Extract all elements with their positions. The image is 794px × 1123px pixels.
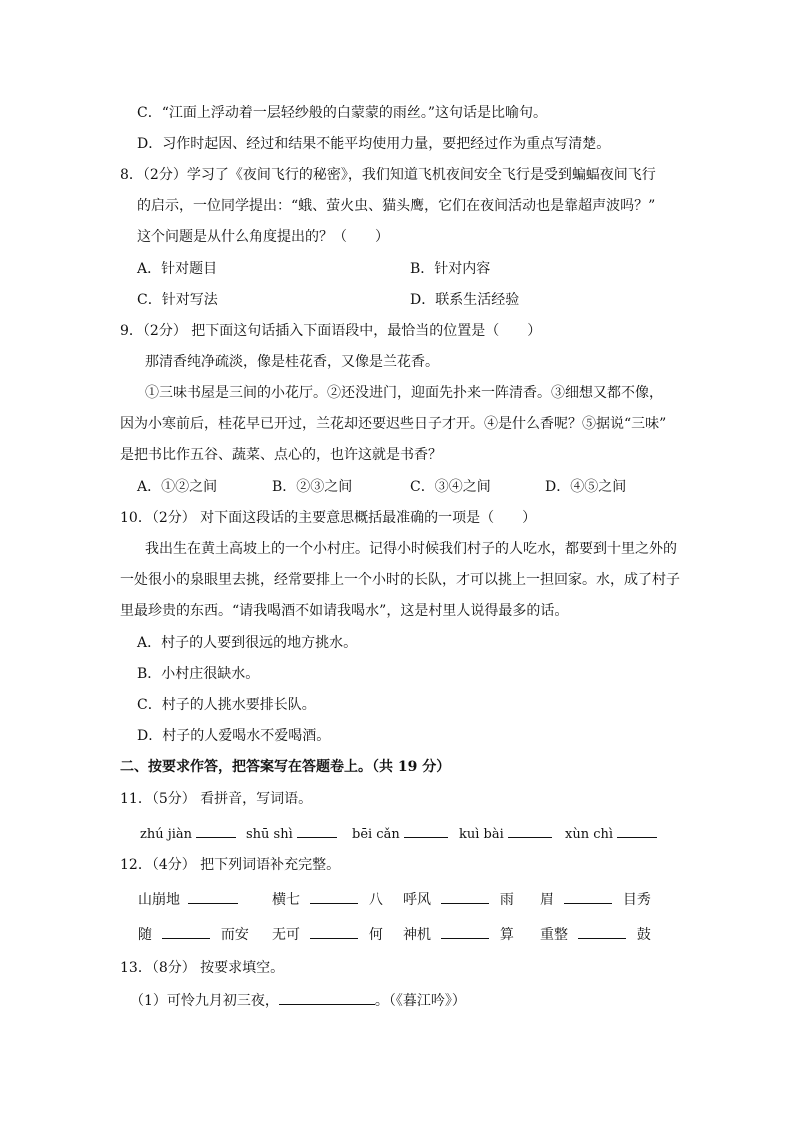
idiom-suffix: 而安 [220, 927, 249, 943]
idiom-5 [138, 924, 249, 944]
answer-blank[interactable] [578, 924, 626, 939]
q7-option-c: C．“江面上浮动着一层轻纱般的白蒙蒙的雨丝。”这句话是比喻句。 [137, 105, 548, 121]
pinyin-text: shū shì [246, 827, 293, 842]
idiom-suffix: 算 [499, 927, 514, 943]
idiom-prefix: 随 [138, 927, 152, 943]
pinyin-text: xùn chì [565, 827, 614, 842]
q13-stem: 13．（8分） 按要求填空。 [120, 960, 285, 976]
answer-blank[interactable] [441, 889, 489, 904]
idiom-suffix: 八 [368, 892, 383, 908]
idiom-4 [540, 889, 651, 909]
q8-option-b: B．针对内容 [410, 261, 491, 277]
answer-blank[interactable] [310, 924, 358, 939]
q9-option-d: D．④⑤之间 [545, 479, 627, 495]
idiom-7 [403, 924, 514, 944]
q10-option-d: D．村子的人爱喝水不爱喝酒。 [137, 728, 331, 744]
idiom-prefix: 横七 [272, 892, 300, 908]
q9-passage-line2: 因为小寒前后，桂花早已开过，兰花却还要迟些日子才开。④是什么香呢？⑤据说“三味” [120, 416, 667, 432]
q8-option-d: D．联系生活经验 [410, 292, 520, 308]
q10-passage-line1: 我出生在黄土高坡上的一个小村庄。记得小时候我们村子的人吃水，都要到十里之外的 [145, 541, 677, 557]
q10-stem: 10．（2分） 对下面这段话的主要意思概括最准确的一项是（ ） [120, 510, 537, 526]
answer-blank[interactable] [196, 823, 236, 838]
q8-option-c: C．针对写法 [137, 292, 218, 308]
q13-item-1 [130, 990, 466, 1011]
q10-passage-line3: 里最珍贵的东西。“请我喝酒不如请我喝水”，这是村里人说得最多的话。 [120, 603, 569, 619]
answer-blank[interactable] [188, 889, 238, 904]
pinyin-text: zhú jiàn [140, 827, 193, 842]
idiom-3 [403, 889, 514, 909]
pinyin-pair-1 [140, 823, 236, 842]
answer-blank[interactable] [404, 823, 448, 838]
q9-option-b: B．②③之间 [272, 479, 353, 495]
answer-blank[interactable] [279, 990, 375, 1005]
idiom-prefix: 重整 [540, 927, 568, 943]
idiom-suffix: 目秀 [622, 892, 651, 908]
q11-stem: 11．（5分） 看拼音，写词语。 [120, 791, 313, 807]
q9-option-a: A．①②之间 [137, 479, 218, 495]
q9-passage-line3: 是把书比作五谷、蔬菜、点心的，也许这就是书香？ [120, 447, 442, 463]
q9-stem: 9．（2分） 把下面这句话插入下面语段中，最恰当的位置是（ ） [120, 323, 542, 339]
q10-passage-line2: 一处很小的泉眼里去挑，经常要排上一个小时的长队，才可以挑上一担回家。水，成了村子 [120, 572, 680, 588]
answer-blank[interactable] [297, 823, 337, 838]
q12-stem: 12．（4分） 把下列词语补充完整。 [120, 857, 341, 873]
q9-option-c: C．③④之间 [410, 479, 491, 495]
answer-blank[interactable] [310, 889, 358, 904]
q13-item-1-suffix: 。（《暮江吟》） [374, 993, 466, 1009]
pinyin-pair-2 [246, 823, 337, 842]
answer-blank[interactable] [564, 889, 612, 904]
q8-stem-line3: 这个问题是从什么角度提出的？（ ） [137, 229, 389, 245]
q9-sentence: 那清香纯净疏淡，像是桂花香，又像是兰花香。 [145, 354, 439, 370]
pinyin-text: kuì bài [459, 827, 504, 842]
q13-item-1-prefix: （1）可怜九月初三夜， [130, 993, 279, 1009]
idiom-prefix: 山崩地 [138, 892, 180, 908]
q7-option-d: D．习作时起因、经过和结果不能平均使用力量，要把经过作为重点写清楚。 [137, 136, 611, 152]
idiom-2 [272, 889, 383, 909]
answer-blank[interactable] [508, 823, 552, 838]
q8-stem-line1: 8．（2分）学习了《夜间飞行的秘密》，我们知道飞机夜间安全飞行是受到蝙蝠夜间飞行 [120, 167, 656, 183]
q8-stem-line2: 的启示，一位同学提出：“蛾、萤火虫、猫头鹰，它们在夜间活动也是靠超声波吗？” [137, 198, 656, 214]
answer-blank[interactable] [162, 924, 210, 939]
idiom-prefix: 无可 [272, 927, 300, 943]
section-2-title: 二、按要求作答，把答案写在答题卷上。（共 19 分） [120, 759, 451, 775]
idiom-suffix: 鼓 [636, 927, 651, 943]
idiom-1 [138, 889, 238, 909]
q8-option-a: A．针对题目 [137, 261, 218, 277]
q9-passage-line1: ①三味书屋是三间的小花厅。②还没进门，迎面先扑来一阵清香。③细想又都不像， [145, 385, 663, 401]
idiom-prefix: 眉 [540, 892, 554, 908]
idiom-suffix: 雨 [499, 892, 514, 908]
q10-option-c: C．村子的人挑水要排长队。 [137, 697, 316, 713]
pinyin-pair-4 [459, 823, 552, 842]
answer-blank[interactable] [617, 823, 657, 838]
answer-blank[interactable] [441, 924, 489, 939]
q10-option-b: B．小村庄很缺水。 [137, 666, 260, 682]
idiom-prefix: 神机 [403, 927, 431, 943]
idiom-6 [272, 924, 383, 944]
idiom-suffix: 何 [368, 927, 383, 943]
q10-option-a: A．村子的人要到很远的地方挑水。 [137, 635, 358, 651]
idiom-prefix: 呼风 [403, 892, 431, 908]
idiom-8 [540, 924, 651, 944]
pinyin-pair-3 [352, 823, 448, 842]
pinyin-pair-5 [565, 823, 657, 842]
pinyin-text: bēi cǎn [352, 827, 400, 842]
